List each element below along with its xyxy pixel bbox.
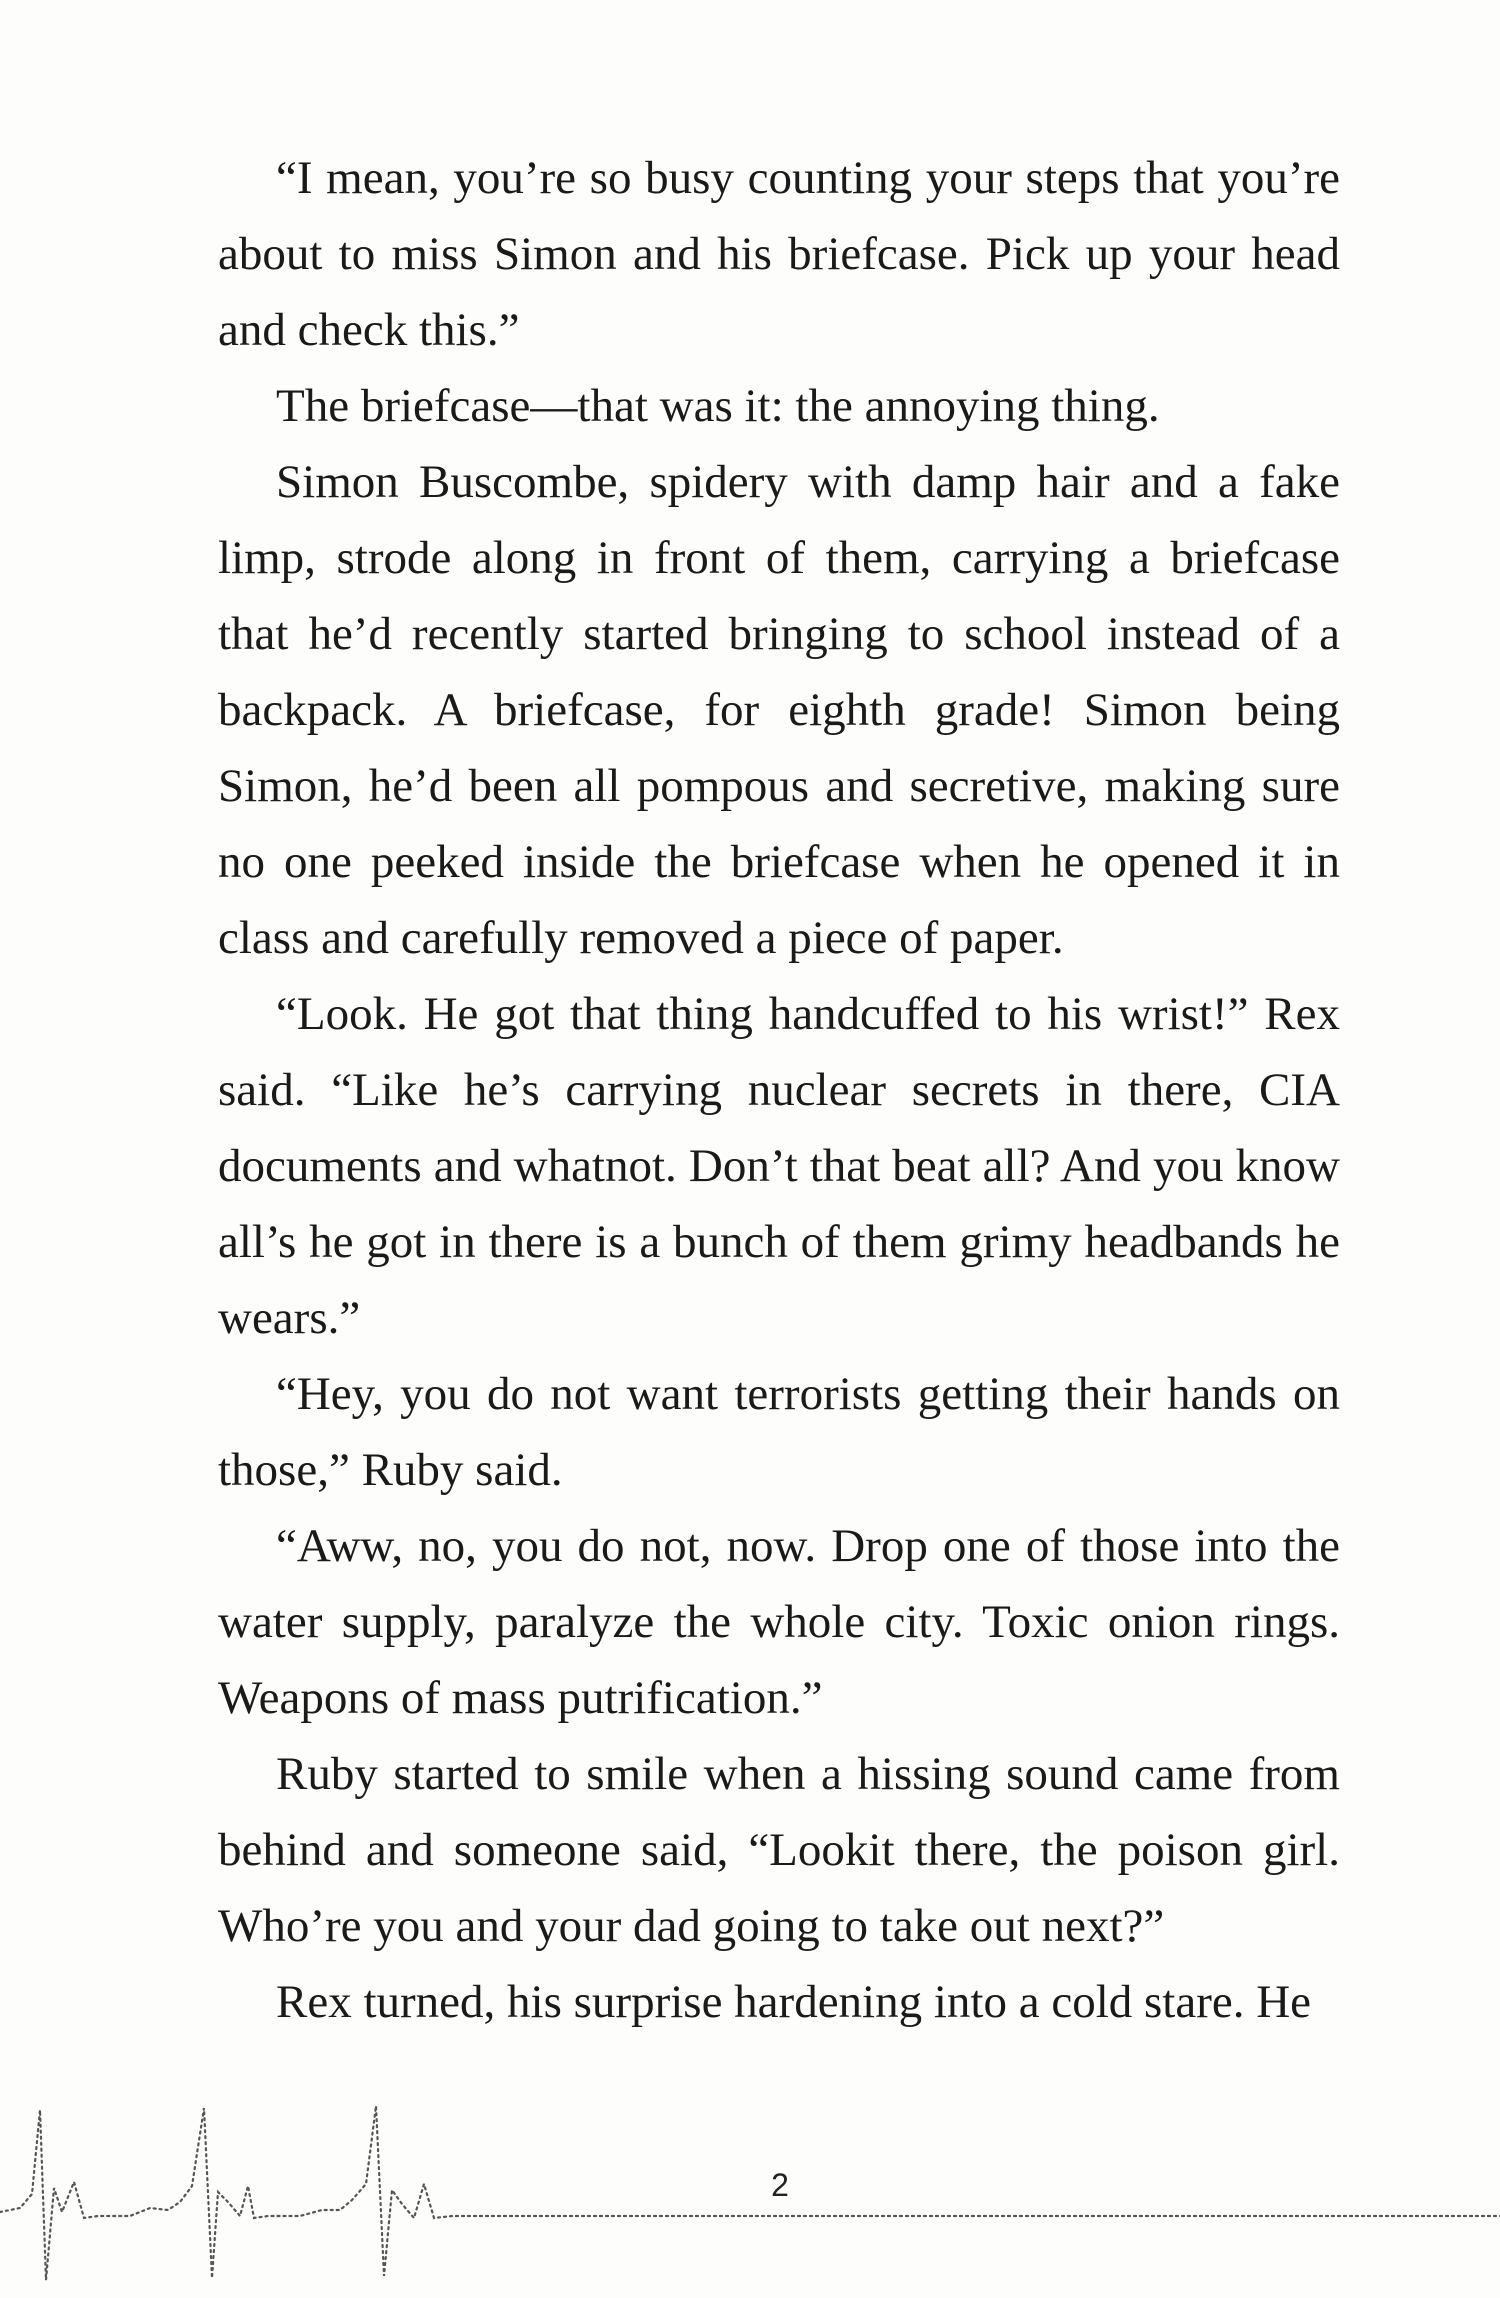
paragraph-1: “I mean, you’re so busy counting your steps that you’re about to miss Simon and his briefcase. Pick up your head and check this.” [218,152,1340,356]
page-footer [0,2090,1500,2298]
page-number: 2 [771,2167,789,2203]
paragraph-8: Rex turned, his surprise hardening into a cold stare. He [276,1976,1312,2028]
paragraph-3: Simon Buscombe, spidery with damp hair and a fake limp, strode along in front of them, carrying a briefcase that he’d recently started bringing to school instead of a backpack. A briefcase, for eighth grade! Simon being Simon, he’d been all pompous and secretive, making sure no one peeked inside the briefcase when he opened it in class and carefully removed a piece of paper. [218,456,1340,964]
paragraph-5: “Hey, you do not want terrorists getting their hands on those,” Ruby said. [218,1368,1340,1496]
paragraph-7: Ruby started to smile when a hissing sound came from behind and someone said, “Lookit there, the poison girl. Who’re you and your dad going to take out next?” [218,1748,1340,1952]
page-body [218,140,1340,2040]
paragraph-2: The briefcase—that was it: the annoying thing. [276,380,1160,432]
paragraph-6: “Aww, no, you do not, now. Drop one of those into the water supply, paralyze the whole city. Toxic onion rings. Weapons of mass putrification.” [218,1520,1340,1724]
paragraph-4: “Look. He got that thing handcuffed to his wrist!” Rex said. “Like he’s carrying nuclear secrets in there, CIA documents and whatnot. Don’t that beat all? And you know all’s he got in there is a bunch of them grimy headbands he wears.” [218,988,1340,1344]
